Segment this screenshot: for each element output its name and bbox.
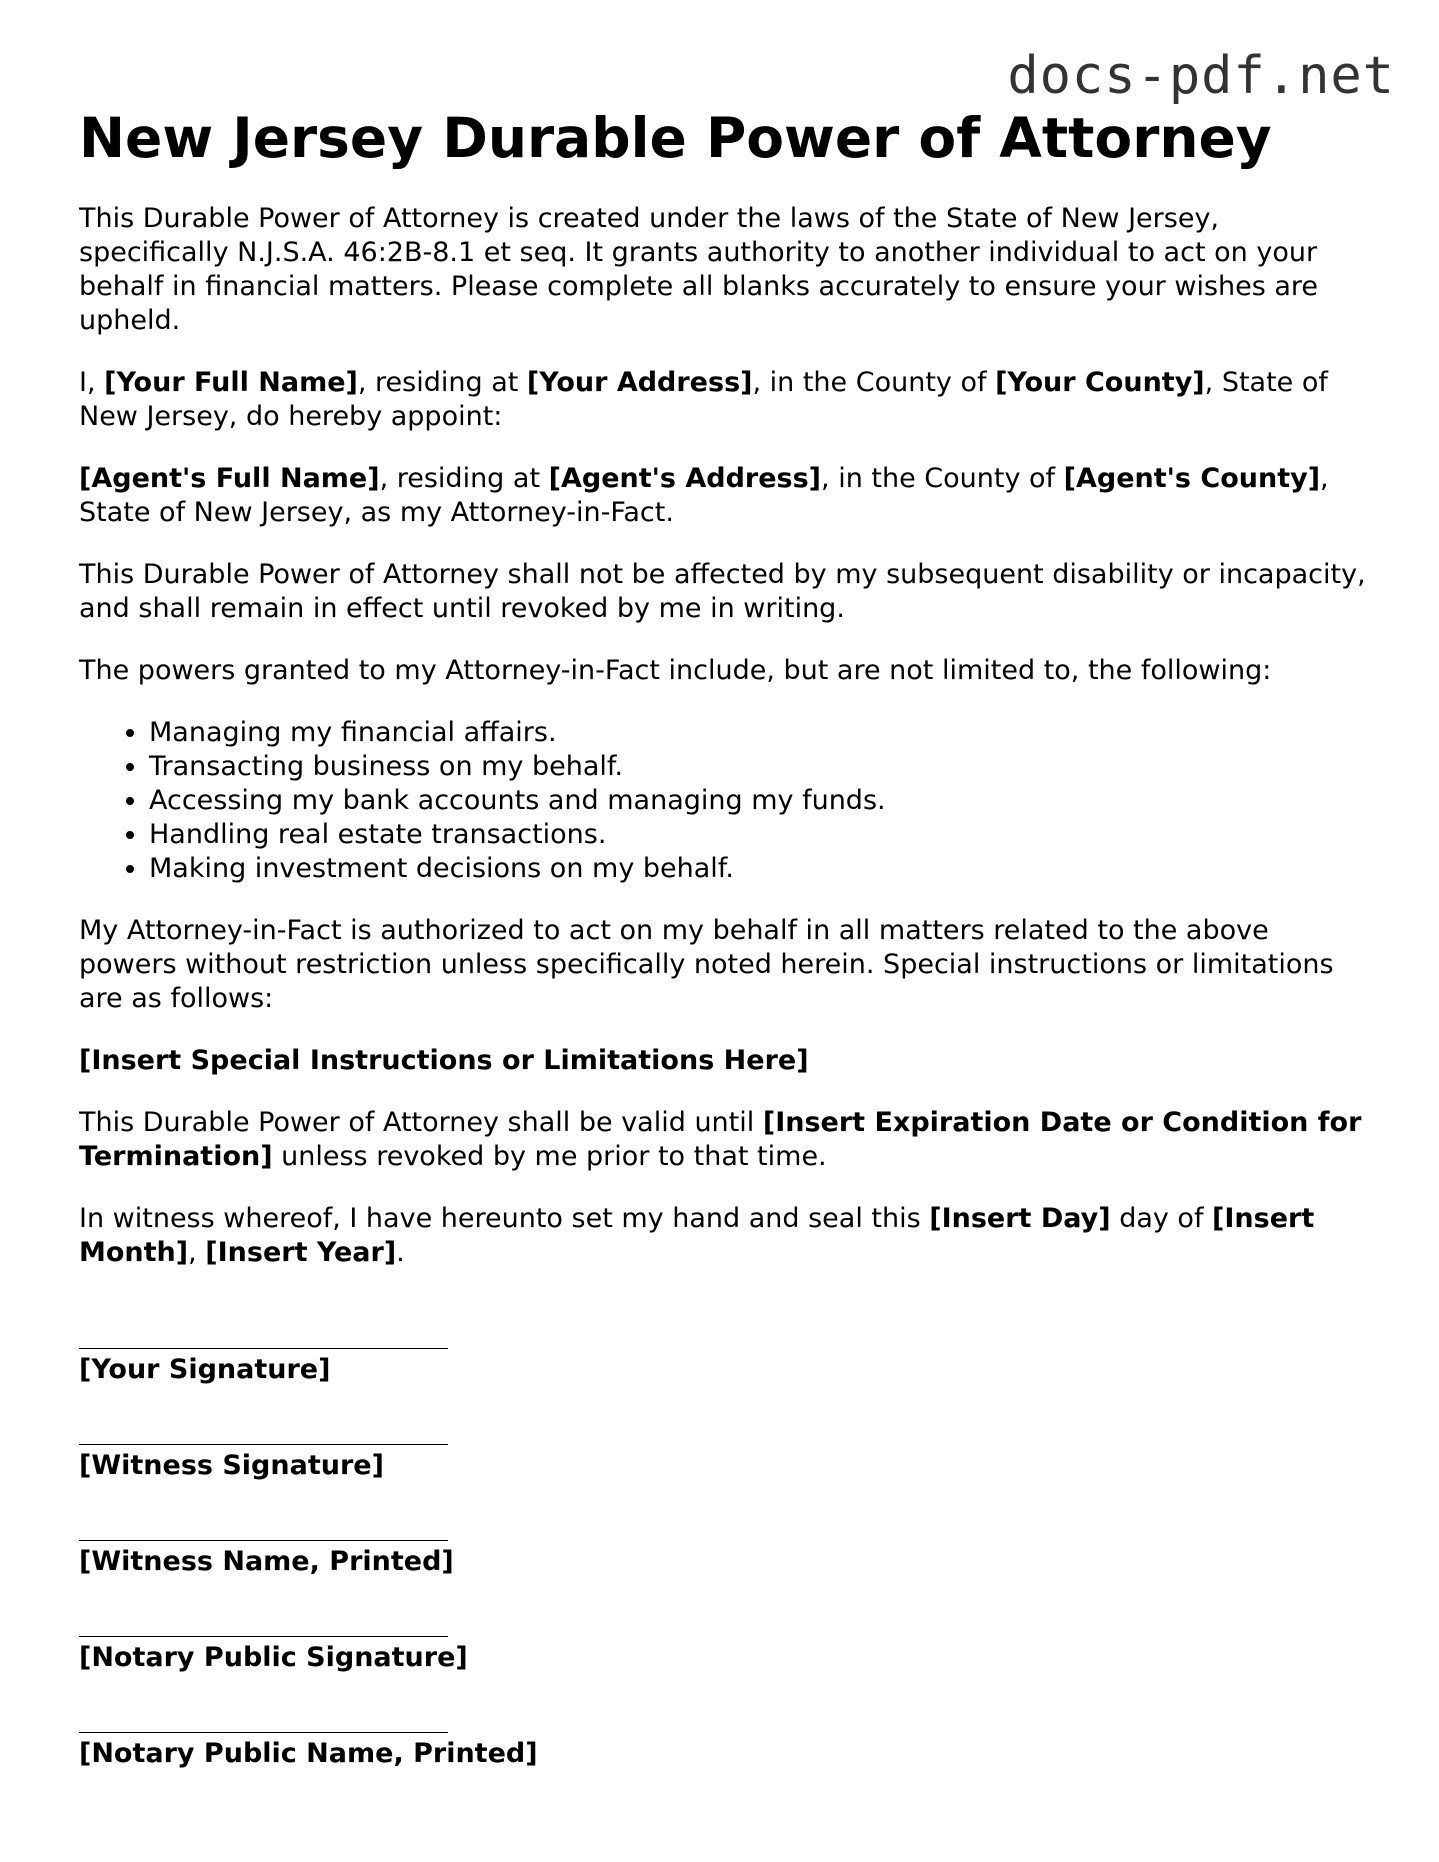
principal-text-4: , State of New Jersey, do hereby appoint: [79,367,1328,432]
agent-paragraph [79,462,1369,530]
witness-signature-label: [Witness Signature] [79,1450,384,1481]
validity-text-2: unless revoked by me prior to that time. [272,1141,827,1172]
signature-block [79,1320,1369,1800]
witness-text-3: , [188,1237,206,1268]
watermark: docs-pdf.net [1007,46,1395,106]
signature-line [79,1608,448,1637]
special-instructions-field [79,1044,1369,1078]
power-item: • Making investment decisions on my behalf. [149,852,1369,886]
agent-county-field: [Agent's County] [1063,463,1321,494]
powers-list [79,716,1369,886]
document-title: New Jersey Durable Power of Attorney [79,106,1272,170]
witness-text-1: In witness whereof, I have hereunto set my hand and seal this [79,1203,930,1234]
signature-line [79,1416,448,1445]
authorization-paragraph: My Attorney-in-Fact is authorized to act on my behalf in all matters related to the above powers without restriction unless specifically noted herein. Special instructions or limitations are as follows: [79,915,1334,1014]
power-item: • Transacting business on my behalf. [149,750,1369,784]
principal-text-3: , in the County of [752,367,996,398]
witness-signature-area [79,1416,1369,1512]
month-field: [Insert Month] [79,1203,1315,1268]
signature-line [79,1704,448,1733]
notary-name-area [79,1704,1369,1800]
agent-name-field: [Agent's Full Name] [79,463,380,494]
document-page [79,98,1369,1800]
witness-name-area [79,1512,1369,1608]
principal-county-field: [Your County] [995,367,1205,398]
your-signature-label: [Your Signature] [79,1354,331,1385]
agent-text-3: , State of New Jersey, as my Attorney-in-Fact. [79,463,1329,528]
power-item: • Managing my financial affairs. [149,716,1369,750]
signature-line [79,1320,448,1349]
principal-text-2: , residing at [357,367,527,398]
principal-paragraph [79,366,1369,434]
special-instructions-text: [Insert Special Instructions or Limitations Here] [79,1045,809,1076]
validity-paragraph [79,1106,1369,1174]
agent-text-2: , in the County of [821,463,1064,494]
notary-signature-area [79,1608,1369,1704]
power-item: • Handling real estate transactions. [149,818,1369,852]
signature-line [79,1512,448,1541]
principal-text-1: I, [79,367,105,398]
your-signature-area [79,1320,1369,1416]
principal-name-field: [Your Full Name] [104,367,358,398]
agent-text-1: , residing at [379,463,549,494]
validity-text-1: This Durable Power of Attorney shall be valid until [79,1107,763,1138]
intro-paragraph: This Durable Power of Attorney is created under the laws of the State of New Jersey, specifically N.J.S.A. 46:2B-8.1 et seq. It grants authority to another individual to act on your behalf in financial matters. Please complete all blanks accurately to ensure your wishes are upheld. [79,203,1319,336]
witness-text-4: . [396,1237,405,1268]
power-item: • Accessing my bank accounts and managing my funds. [149,784,1369,818]
witness-text-2: day of [1110,1203,1213,1234]
witness-paragraph [79,1202,1369,1270]
powers-intro: The powers granted to my Attorney-in-Fact include, but are not limited to, the following: [79,655,1272,686]
notary-name-label: [Notary Public Name, Printed] [79,1738,538,1769]
witness-name-label: [Witness Name, Printed] [79,1546,454,1577]
principal-address-field: [Your Address] [526,367,753,398]
agent-address-field: [Agent's Address] [548,463,822,494]
year-field: [Insert Year] [205,1237,397,1268]
notary-signature-label: [Notary Public Signature] [79,1642,468,1673]
expiration-field: [Insert Expiration Date or Condition for Termination] [79,1107,1362,1172]
day-field: [Insert Day] [929,1203,1111,1234]
durability-paragraph: This Durable Power of Attorney shall not be affected by my subsequent disability or incapacity, and shall remain in effect until revoked by me in writing. [79,559,1366,624]
